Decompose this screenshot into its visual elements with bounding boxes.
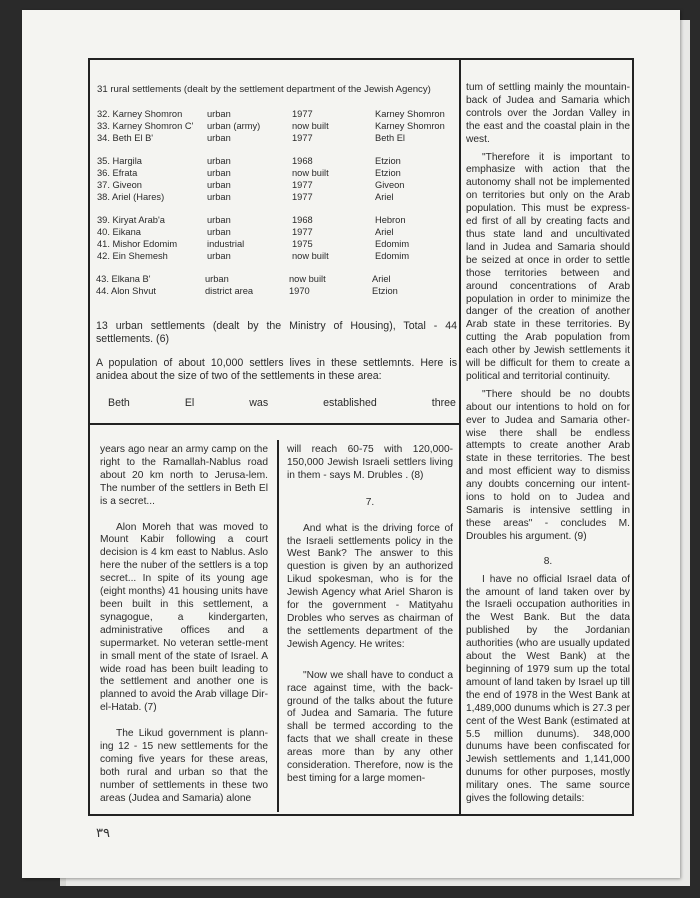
paragraph: tum of settling mainly the mountain-back of Judea and Samaria which controls over the Jordan Valley in the east and the coastal plain in the west. bbox=[466, 82, 630, 145]
paragraph: And what is the driving force of the Israeli settlements policy in the West Bank? The answer to this question is given by an authorized Likud spokesman, who is for the Jewish Agency what Ariel Sharon is for the government - Matityahu Drobles who serves as chairman of the settlements department of the Jewish Agency. He writes: bbox=[287, 522, 453, 650]
spread-word: was bbox=[249, 397, 269, 409]
paragraph: years ago near an army camp on the right to the Ramallah-Nablus road about 20 km north to Jerusa-lem. The number of the settlers in Beth El is a secret... bbox=[100, 444, 268, 507]
settlement-row bbox=[97, 155, 457, 167]
settlement-type: urban bbox=[207, 156, 231, 166]
settlement-row bbox=[96, 285, 457, 297]
settlement-row bbox=[97, 132, 457, 144]
paragraph: Alon Moreh that was moved to Mount Kabir following a court decision is 4 km east to Nablus. Aslo here the nuber of the settlers is a top secret... In spite of its young age (eight months) 41 housing units have been built in this settlement, a synagogue, a kindergarten, administrative offices and a supermarket. No veteran settle-ment in small ment of the state of Israel. A wide road has been built leading to the settlement and another one is planned to avoid the Arab village Dir-el-Hatab. (7) bbox=[100, 521, 268, 714]
settlement-year: 1968 bbox=[292, 156, 313, 166]
settlement-name: 32. Karney Shomron bbox=[97, 109, 183, 119]
settlement-group-3 bbox=[97, 214, 457, 262]
settlement-area: Hebron bbox=[375, 215, 406, 225]
settlement-row bbox=[96, 273, 457, 285]
settlement-row bbox=[97, 226, 457, 238]
middle-column bbox=[287, 444, 453, 786]
settlement-type: urban bbox=[207, 133, 231, 143]
column-divider-right bbox=[459, 59, 461, 815]
settlement-type: urban bbox=[205, 274, 229, 284]
settlement-row bbox=[97, 191, 457, 203]
spread-word: El bbox=[184, 397, 195, 409]
settlement-year: 1977 bbox=[292, 192, 313, 202]
paragraph: will reach 60-75 with 120,000-150,000 Jewish Israeli settlers living in them - says M. Drubles . (8) bbox=[287, 444, 453, 481]
settlement-row bbox=[97, 250, 457, 262]
settlement-type: urban bbox=[207, 192, 231, 202]
rural-settlements-heading: 31 rural settlements (dealt by the settlement department of the Jewish Agency) bbox=[97, 84, 431, 95]
settlement-type: urban bbox=[207, 227, 231, 237]
settlement-year: 1977 bbox=[292, 133, 313, 143]
settlement-group-4 bbox=[96, 273, 457, 297]
settlement-area: Edomim bbox=[375, 239, 410, 249]
quote-paragraph: "There should be no doubts about our intentions to hold on for ever to Judea and Samaria other-wise there shall be endless attempts to create another Arab state in these territories. The best and most efficient way to dismiss any doubts concerning our intent-ions to hold on to Judea and Samaris is intensive settling in these areas" - concludes M. Droubles his argument. (9) bbox=[466, 388, 630, 542]
settlement-year: 1968 bbox=[292, 215, 313, 225]
settlement-name: 43. Elkana B' bbox=[96, 274, 151, 284]
settlement-name: 38. Ariel (Hares) bbox=[97, 192, 165, 202]
settlement-row bbox=[97, 120, 457, 132]
settlement-name: 44. Alon Shvut bbox=[96, 286, 156, 296]
settlement-row bbox=[97, 167, 457, 179]
section-number: 7. bbox=[365, 496, 375, 508]
settlement-area: Etzion bbox=[372, 286, 398, 296]
settlement-area: Etzion bbox=[375, 156, 401, 166]
spread-word: Beth bbox=[108, 397, 130, 409]
column-divider-middle bbox=[277, 440, 279, 812]
settlement-area: Ariel bbox=[375, 227, 394, 237]
settlement-name: 35. Hargila bbox=[97, 156, 142, 166]
spread-word: established bbox=[323, 397, 377, 409]
settlement-type: urban bbox=[207, 180, 231, 190]
right-column bbox=[466, 82, 630, 806]
settlement-year: 1977 bbox=[292, 109, 313, 119]
settlement-name: 37. Giveon bbox=[97, 180, 142, 190]
settlement-year: 1977 bbox=[292, 227, 313, 237]
settlement-name: 41. Mishor Edomim bbox=[97, 239, 178, 249]
settlement-name: 33. Karney Shomron C' bbox=[97, 121, 194, 131]
settlement-type: urban bbox=[207, 251, 231, 261]
settlement-year: 1975 bbox=[292, 239, 313, 249]
urban-settlements-note: 13 urban settlements (dealt by the Ministry of Housing), Total - 44 settlements. (6) bbox=[96, 320, 457, 345]
settlement-area: Ariel bbox=[375, 192, 394, 202]
settlement-group-2 bbox=[97, 155, 457, 203]
settlement-name: 42. Ein Shemesh bbox=[97, 251, 168, 261]
settlement-area: Giveon bbox=[375, 180, 405, 190]
paragraph: The Likud government is plann-ing 12 - 15 new settlements for the coming five years for these areas, both rural and urban so that the number of settlements in these two areas (Judea and Samaria) alone bbox=[100, 728, 268, 804]
settlement-area: Karney Shomron bbox=[375, 109, 445, 119]
settlement-row bbox=[97, 179, 457, 191]
left-column bbox=[100, 444, 268, 806]
settlement-type: urban (army) bbox=[207, 121, 261, 131]
settlement-year: 1970 bbox=[289, 286, 310, 296]
settlement-row bbox=[97, 238, 457, 250]
population-note: A population of about 10,000 settlers lives in these settlemnts. Here is anidea about the size of two of the settlements in these area: bbox=[96, 357, 457, 382]
settlement-name: 40. Eikana bbox=[97, 227, 141, 237]
paragraph: I have no official Israel data of the amount of land taken over by the Israeli occupation authorities in the West Bank. But the data published by the Jordanian authorities (who are usually updated about the West Bank) at the beginning of 1979 sum up the total amount of land taken by Israel up till the end of 1978 in the West Bank at 1,489,000 dunums which is 27.3 per cent of the West Bank (estimated at 5.5 million dunums). 348,000 dunums have been confiscated for Jewish settlements and 1,141,000 dunums for other purposes, mostly military ones. The same source gives the following details: bbox=[466, 573, 630, 805]
settlement-type: urban bbox=[207, 168, 231, 178]
settlement-year: now built bbox=[292, 121, 329, 131]
settlement-row bbox=[97, 108, 457, 120]
quote-paragraph: "Now we shall have to conduct a race against time, with the back-ground of the talks about the future of Judea and Samaria. The future shall be termed according to the facts that we shall create in these areas more than by any other consideration. Therefore, now is the best timing for a large momen- bbox=[287, 669, 453, 784]
settlement-type: urban bbox=[207, 215, 231, 225]
settlement-type: industrial bbox=[207, 239, 245, 249]
settlement-row bbox=[97, 214, 457, 226]
settlement-year: now built bbox=[292, 168, 329, 178]
settlement-area: Etzion bbox=[375, 168, 401, 178]
spread-word: three bbox=[431, 397, 456, 409]
section-number: 8. bbox=[543, 555, 553, 567]
quote-paragraph: "Therefore it is important to emphasize with action that the autonomy shall not be implemented on territories but only on the Arab population. This must be express-ed first of all by creating facts and thus state land and uncultivated land in Judea and Samaria should be seized at once in order to settle those territories between and around concentrations of Arab population in order to minimize the danger of the creation of another Arab state in these territories. By cutting the Arab population from each other by Jewish settlements it will be difficult for them to create a political and territorial continuity. bbox=[466, 151, 630, 382]
settlements-table bbox=[97, 108, 457, 297]
settlement-type: urban bbox=[207, 109, 231, 119]
settlement-name: 39. Kiryat Arab'a bbox=[97, 215, 165, 225]
section-divider bbox=[89, 423, 460, 425]
spread-line bbox=[108, 397, 456, 410]
settlement-year: 1977 bbox=[292, 180, 313, 190]
settlement-area: Karney Shomron bbox=[375, 121, 445, 131]
settlement-area: Ariel bbox=[372, 274, 391, 284]
settlement-type: district area bbox=[205, 286, 254, 296]
settlement-name: 36. Efrata bbox=[97, 168, 138, 178]
page-number: ٣٩ bbox=[96, 826, 110, 841]
settlement-year: now built bbox=[289, 274, 326, 284]
settlement-name: 34. Beth El B' bbox=[97, 133, 154, 143]
settlement-year: now built bbox=[292, 251, 329, 261]
settlement-area: Beth El bbox=[375, 133, 405, 143]
settlement-group-1 bbox=[97, 108, 457, 144]
settlement-area: Edomim bbox=[375, 251, 410, 261]
